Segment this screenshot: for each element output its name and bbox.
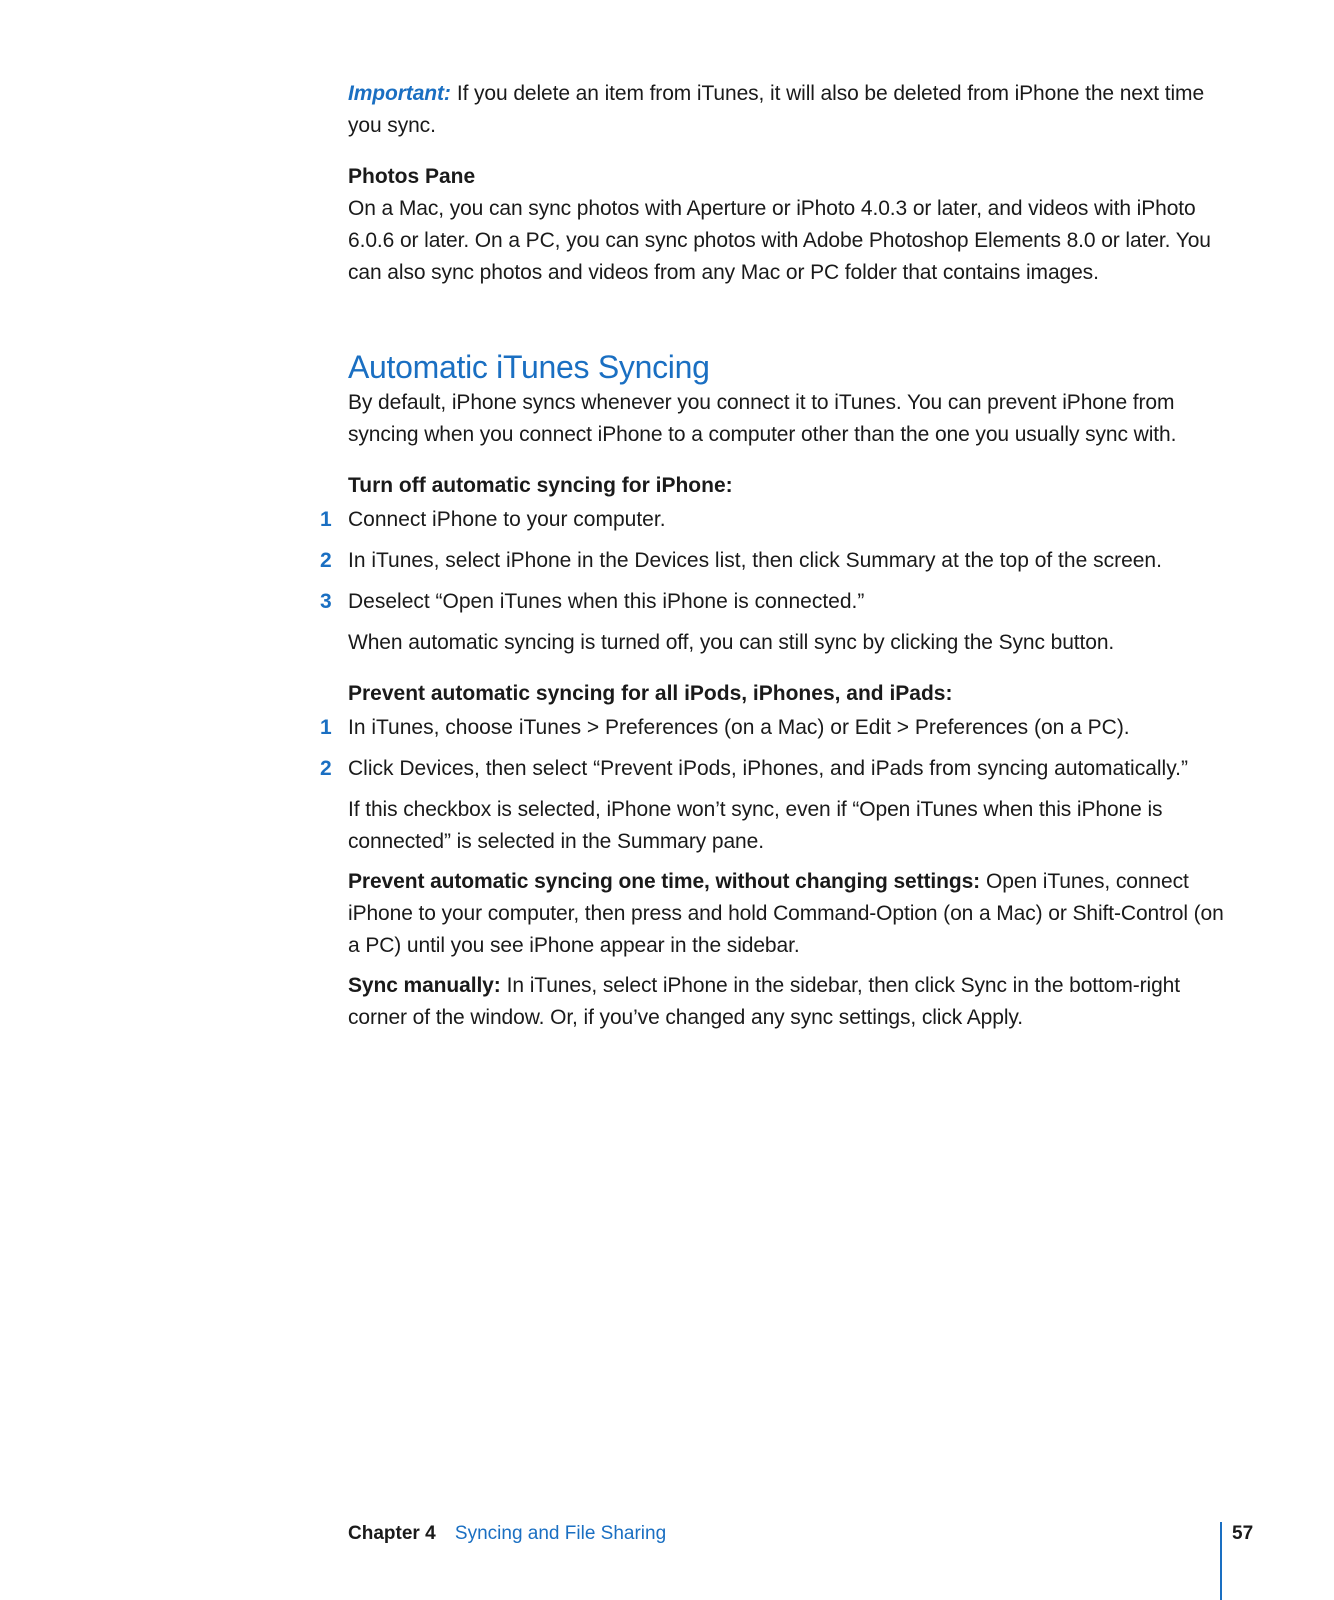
turn-off-heading: Turn off automatic syncing for iPhone: [348,474,733,497]
step-text: Deselect “Open iTunes when this iPhone is connected.” [348,590,865,613]
list-item [320,545,1228,577]
automatic-syncing-intro: By default, iPhone syncs whenever you connect it to iTunes. You can prevent iPhone from syncing when you connect iPhone to a computer other than the one you usually sync with. [348,391,1177,446]
sync-manually-paragraph [348,970,1228,1034]
list-item [320,504,1228,536]
page-footer [348,1520,1248,1552]
footer-chapter-title: Syncing and File Sharing [454,1523,667,1544]
prevent-once-paragraph [348,866,1228,962]
sync-manually-label: Sync manually: [348,974,501,997]
photos-pane-heading: Photos Pane [348,165,476,188]
step-number: 2 [320,757,332,780]
footer-divider [1220,1522,1222,1600]
footer-chapter-label: Chapter 4 [348,1523,436,1544]
list-item [320,586,1228,618]
important-note [348,78,1228,142]
step-number: 1 [320,716,332,739]
turn-off-steps [320,504,1228,618]
important-text: If you delete an item from iTunes, it will also be deleted from iPhone the next time you sync. [348,82,1205,137]
prevent-once-label: Prevent automatic syncing one time, without changing settings: [348,870,981,893]
step-text: Connect iPhone to your computer. [348,508,666,531]
page-number: 57 [1232,1523,1254,1544]
sync-manually-text: In iTunes, select iPhone in the sidebar, then click Sync in the bottom-right corner of the window. Or, if you’ve changed any sync settings, click Apply. [348,974,1180,1029]
step-text: In iTunes, choose iTunes > Preferences (on a Mac) or Edit > Preferences (on a PC). [348,716,1130,739]
prevent-all-heading: Prevent automatic syncing for all iPods, iPhones, and iPads: [348,682,953,705]
photos-pane-text: On a Mac, you can sync photos with Aperture or iPhoto 4.0.3 or later, and videos with iPhoto 6.0.6 or later. On a PC, you can sync photos with Adobe Photoshop Elements 8.0 or later. You can also sync photos and videos from any Mac or PC folder that contains images. [348,197,1211,284]
step-number: 2 [320,549,332,572]
page-content [320,78,1228,1034]
list-item [320,712,1228,744]
important-label: Important: [348,82,451,105]
step-number: 3 [320,590,332,613]
section-title-automatic-syncing: Automatic iTunes Syncing [348,349,710,385]
prevent-all-note: If this checkbox is selected, iPhone won’t sync, even if “Open iTunes when this iPhone is connected” is selected in the Summary pane. [348,798,1163,853]
step-text: In iTunes, select iPhone in the Devices list, then click Summary at the top of the screen. [348,549,1162,572]
turn-off-note: When automatic syncing is turned off, you can still sync by clicking the Sync button. [348,631,1115,654]
step-number: 1 [320,508,332,531]
prevent-all-steps [320,712,1228,785]
step-text: Click Devices, then select “Prevent iPods, iPhones, and iPads from syncing automatically.” [348,757,1188,780]
list-item [320,753,1228,785]
prevent-once-text: Open iTunes, connect iPhone to your computer, then press and hold Command-Option (on a Mac) or Shift-Control (on a PC) until you see iPhone appear in the sidebar. [348,870,1224,957]
